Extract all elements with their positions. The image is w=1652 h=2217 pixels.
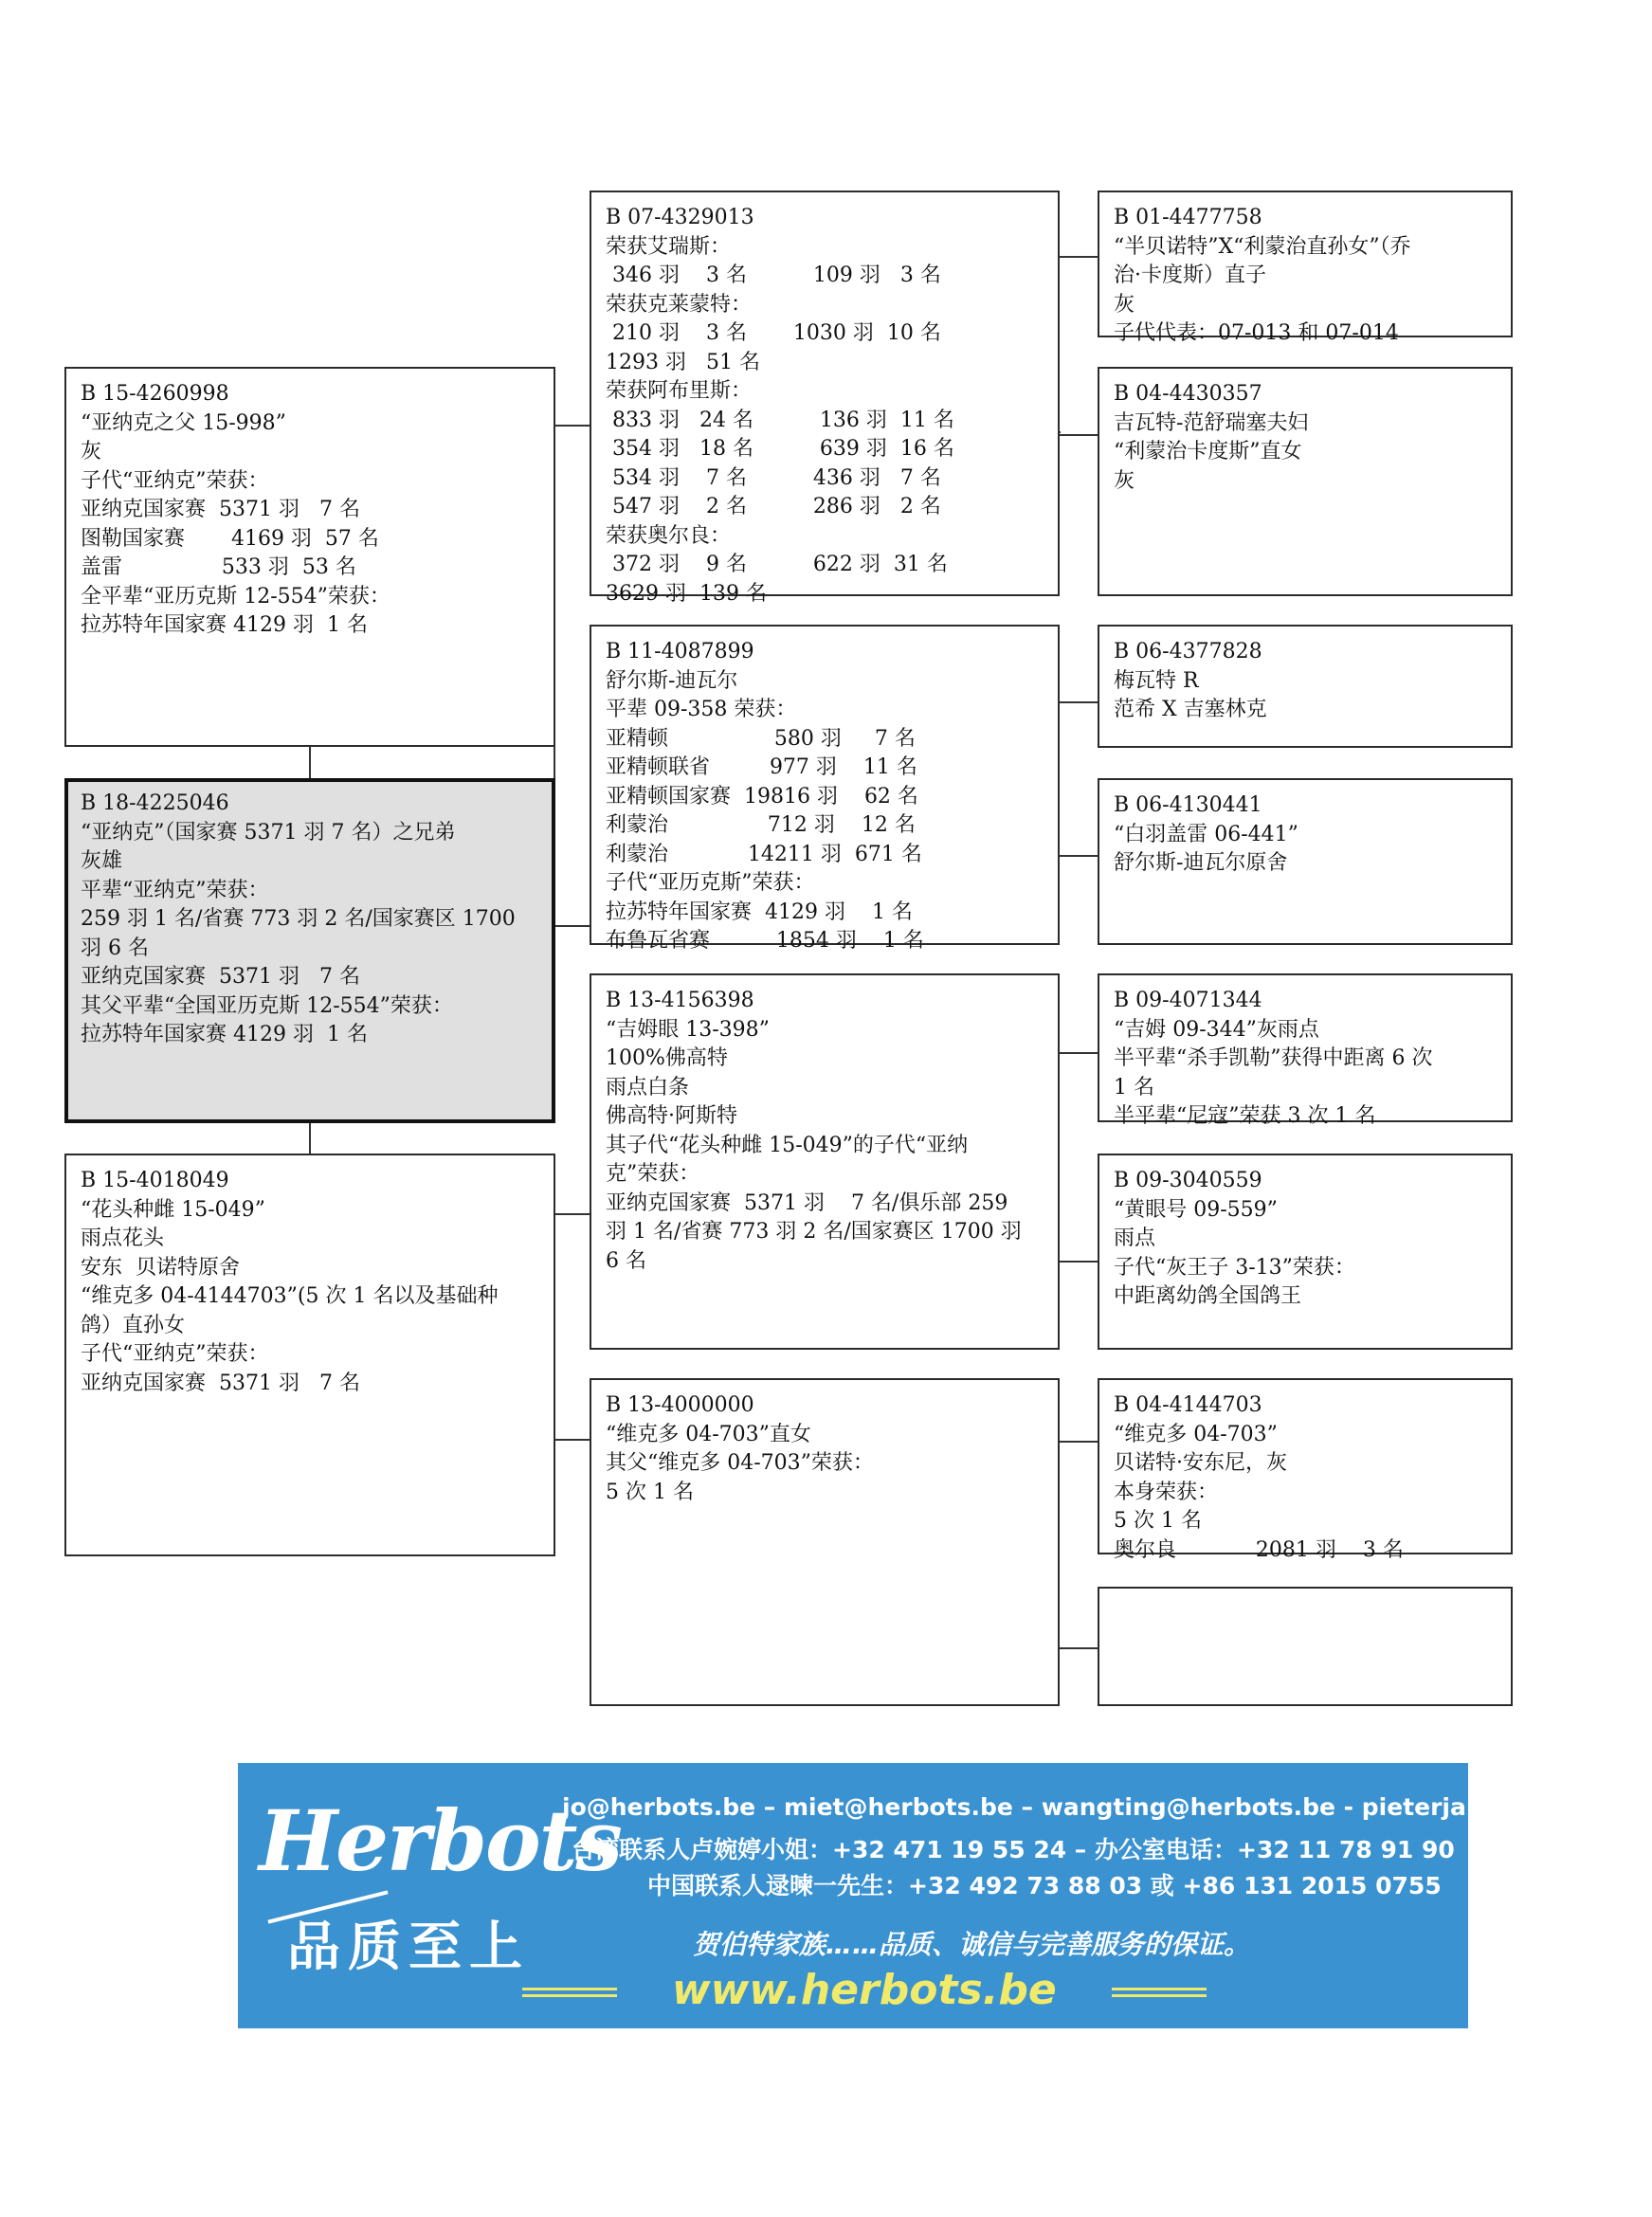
fff-text: 灰 — [1114, 292, 1135, 317]
mm-ring: B 13-4000000 — [606, 1393, 754, 1417]
banner-url: www.herbots.be — [672, 1966, 1057, 2014]
fm-text: 舒尔斯-迪瓦尔 — [606, 668, 738, 693]
ff-text: 荣获艾瑞斯： — [606, 234, 732, 259]
ff-text: 372 羽 9 名 622 羽 31 名 — [606, 553, 948, 576]
connector-mother-mf — [554, 1213, 590, 1215]
mmf-text: 奥尔良 2081 羽 3 名 — [1114, 1537, 1404, 1562]
mfm-text: “黄眼号 09-559” — [1114, 1197, 1278, 1222]
mfm-ring: B 09-3040559 — [1114, 1169, 1262, 1192]
pedigree-subject-box — [64, 778, 555, 1123]
mf-ring: B 13-4156398 — [606, 989, 754, 1012]
ffm-ring: B 04-4430357 — [1114, 382, 1262, 406]
banner-deco-left — [522, 1988, 617, 1997]
banner-slogan: 品质至上 — [287, 1917, 530, 1978]
connector-mother-mm — [554, 1439, 590, 1441]
fm-text: 利蒙治 14211 羽 671 名 — [606, 842, 922, 866]
mf-text: 其子代“花头种雌 15-049”的子代“亚纳 — [606, 1133, 969, 1157]
mf-text: 克”荣获： — [606, 1162, 700, 1186]
mff-text: 半平辈“尼寇”荣获 3 次 1 名 — [1114, 1104, 1376, 1128]
ff-text: 346 羽 3 名 109 羽 3 名 — [606, 263, 941, 287]
subject-text: 其父平辈“全国亚历克斯 12-554”荣获： — [81, 993, 453, 1018]
connector-father-parents — [554, 425, 590, 427]
mmf-text: 本身荣获： — [1114, 1480, 1219, 1504]
mff-text: 1 名 — [1114, 1075, 1154, 1099]
mf-text: 100%佛高特 — [606, 1046, 728, 1070]
father-color: 灰 — [81, 440, 102, 463]
herbots-logo: Herbots — [259, 1791, 621, 1890]
mm-text: 5 次 1 名 — [606, 1480, 694, 1504]
mff-ring: B 09-4071344 — [1114, 989, 1262, 1012]
fm-text: 子代“亚历克斯”荣获： — [606, 871, 815, 895]
ff-text: 荣获奥尔良： — [606, 523, 732, 548]
ff-text: 荣获阿布里斯： — [606, 379, 753, 403]
fmm-text: “白羽盖雷 06-441” — [1114, 822, 1298, 846]
ff-text: 荣获克莱蒙特： — [606, 292, 753, 317]
pedigree-mother-box — [64, 1154, 555, 1556]
banner-china-contact: 中国联系人逯暕一先生：+32 492 73 88 03 或 +86 131 2015 0755 — [647, 1872, 1442, 1899]
subject-text: 羽 6 名 — [81, 936, 149, 960]
father-text: 拉苏特年国家赛 4129 羽 1 名 — [81, 613, 368, 637]
connector-mm-mmf — [1058, 1441, 1098, 1443]
ff-text: 547 羽 2 名 286 羽 2 名 — [606, 495, 941, 518]
banner-taiwan-contact: 台湾联系人卢婉婷小姐：+32 471 19 55 24 – 办公室电话：+32 11 78 91 90 — [572, 1836, 1455, 1863]
mother-text: 安东 贝诺特原舍 — [81, 1255, 240, 1280]
pedigree-father-box — [64, 367, 555, 747]
pedigree-mfm-box — [1098, 1154, 1513, 1350]
mmf-ring: B 04-4144703 — [1114, 1393, 1262, 1417]
father-text: 全平辈“亚历克斯 12-554”荣获： — [81, 584, 390, 609]
subject-text: 259 羽 1 名/省赛 773 羽 2 名/国家赛区 1700 — [81, 907, 516, 931]
pedigree-ffm-box — [1098, 367, 1513, 596]
banner-deco-right — [1112, 1988, 1207, 1997]
subject-ring: B 18-4225046 — [81, 791, 229, 815]
ff-text: 534 羽 7 名 436 羽 7 名 — [606, 465, 941, 490]
fm-text: 拉苏特年国家赛 4129 羽 1 名 — [606, 900, 913, 924]
mfm-text: 子代“灰王子 3-13”荣获： — [1114, 1255, 1355, 1280]
fm-text: 亚精顿联省 977 羽 11 名 — [606, 755, 917, 779]
fmf-text: 梅瓦特 R — [1114, 668, 1199, 693]
mf-text: 羽 1 名/省赛 773 羽 2 名/国家赛区 1700 羽 — [606, 1220, 1022, 1244]
father-ring: B 15-4260998 — [81, 382, 229, 406]
connector-subject-mother — [309, 1122, 311, 1154]
connector-mf-mfm — [1058, 1261, 1098, 1263]
fmf-ring: B 06-4377828 — [1114, 640, 1262, 663]
mff-text: 半平辈“杀手凯勒”获得中距离 6 次 — [1114, 1046, 1433, 1070]
fm-ring: B 11-4087899 — [606, 640, 754, 663]
mother-text: 子代“亚纳克”荣获： — [81, 1342, 269, 1366]
mfm-text: 雨点 — [1114, 1227, 1156, 1250]
ff-ring: B 07-4329013 — [606, 206, 754, 229]
mfm-text: 中距离幼鸽全国鸽王 — [1114, 1284, 1302, 1308]
mother-text: 亚纳克国家赛 5371 羽 7 名 — [81, 1371, 360, 1395]
father-text: 亚纳克国家赛 5371 羽 7 名 — [81, 498, 360, 521]
connector-ff-fff — [1058, 256, 1098, 258]
banner-emails: jo@herbots.be – miet@herbots.be – wangting@herbots.be - pieterjan@herbots.be — [562, 1793, 1652, 1821]
fmm-text: 舒尔斯-迪瓦尔原舍 — [1114, 851, 1288, 875]
mf-text: 佛高特·阿斯特 — [606, 1104, 737, 1128]
mmf-text: 5 次 1 名 — [1114, 1509, 1202, 1533]
father-name: “亚纳克之父 15-998” — [81, 410, 286, 435]
mf-text: 亚纳克国家赛 5371 羽 7 名/俱乐部 259 — [606, 1190, 1008, 1215]
pedigree-fff-box — [1098, 191, 1513, 345]
mff-text: “吉姆 09-344”灰雨点 — [1114, 1017, 1319, 1042]
herbots-banner — [238, 1763, 1652, 2028]
fff-text: 治·卡度斯）直子 — [1114, 263, 1266, 287]
fm-text: 利蒙治 712 羽 12 名 — [606, 813, 916, 837]
mother-text: “维克多 04-4144703”(5 次 1 名以及基础种 — [81, 1284, 499, 1308]
mm-text: “维克多 04-703”直女 — [606, 1422, 811, 1446]
subject-text: 平辈“亚纳克”荣获： — [81, 878, 269, 902]
pedigree-mff-box — [1098, 973, 1513, 1128]
subject-color: 灰雄 — [81, 849, 123, 873]
subject-text: 亚纳克国家赛 5371 羽 7 名 — [81, 965, 360, 989]
pedigree-mf-box — [590, 973, 1060, 1350]
fff-ring: B 01-4477758 — [1114, 206, 1262, 229]
connector-mm-mmm — [1058, 1647, 1098, 1649]
ffm-text: 灰 — [1114, 468, 1135, 493]
mf-text: 雨点白条 — [606, 1075, 690, 1099]
mm-text: 其父“维克多 04-703”荣获： — [606, 1451, 874, 1475]
fm-text: 亚精顿国家赛 19816 羽 62 名 — [606, 784, 918, 809]
connector-father-subject — [309, 746, 311, 778]
pedigree-mmf-box — [1098, 1378, 1513, 1562]
mf-text: “吉姆眼 13-398” — [606, 1017, 770, 1042]
connector-fm-fmm — [1058, 855, 1098, 857]
connector-mf-mff — [1058, 1052, 1098, 1054]
subject-name: “亚纳克”（国家赛 5371 羽 7 名）之兄弟 — [81, 820, 456, 845]
mother-name: “花头种雌 15-049” — [81, 1197, 265, 1222]
fm-text: 亚精顿 580 羽 7 名 — [606, 726, 916, 751]
ffm-text: 吉瓦特-范舒瑞塞夫妇 — [1114, 410, 1309, 435]
ff-text: 354 羽 18 名 639 羽 16 名 — [606, 437, 954, 461]
ff-text: 1293 羽 51 名 — [606, 350, 760, 374]
banner-tagline: 贺伯特家族……品质、诚信与完善服务的保证。 — [693, 1929, 1251, 1960]
fm-text: 布鲁瓦省赛 1854 羽 1 名 — [606, 929, 924, 953]
ff-text: 3629 羽 139 名 — [606, 581, 767, 606]
fff-text: 子代代表：07-013 和 07-014 — [1114, 321, 1399, 345]
ff-text: 210 羽 3 名 1030 羽 10 名 — [606, 321, 941, 345]
mf-text: 6 名 — [606, 1248, 646, 1273]
ffm-text: “利蒙治卡度斯”直女 — [1114, 440, 1302, 463]
pedigree-fmf-box — [1098, 625, 1513, 748]
fm-text: 平辈 09-358 荣获： — [606, 698, 797, 721]
pedigree-fm-box — [590, 625, 1060, 953]
fmm-ring: B 06-4130441 — [1114, 793, 1262, 817]
subject-text: 拉苏特年国家赛 4129 羽 1 名 — [81, 1023, 368, 1046]
father-text: 盖雷 533 羽 53 名 — [81, 555, 356, 579]
mmf-text: “维克多 04-703” — [1114, 1422, 1278, 1446]
ff-text: 833 羽 24 名 136 羽 11 名 — [606, 408, 954, 432]
father-text: 图勒国家赛 4169 羽 57 名 — [81, 526, 379, 551]
connector-father-fm — [554, 925, 590, 927]
mother-color: 雨点花头 — [81, 1227, 165, 1250]
pedigree-mmm-box — [1098, 1587, 1513, 1706]
pedigree-mm-box — [590, 1378, 1060, 1706]
father-text: 子代“亚纳克”荣获： — [81, 468, 269, 493]
pedigree-ff-box — [590, 191, 1060, 606]
connector-fm-fmf — [1058, 701, 1098, 703]
mother-ring: B 15-4018049 — [81, 1169, 229, 1192]
mmf-text: 贝诺特·安东尼，灰 — [1114, 1451, 1287, 1475]
fff-text: “半贝诺特”X“利蒙治直孙女”（乔 — [1114, 234, 1411, 259]
pedigree-fmm-box — [1098, 778, 1513, 945]
fmf-text: 范希 X 吉塞林克 — [1114, 698, 1267, 721]
mother-text: 鸽）直孙女 — [81, 1313, 186, 1337]
connector-ff-ffm — [1058, 434, 1098, 436]
